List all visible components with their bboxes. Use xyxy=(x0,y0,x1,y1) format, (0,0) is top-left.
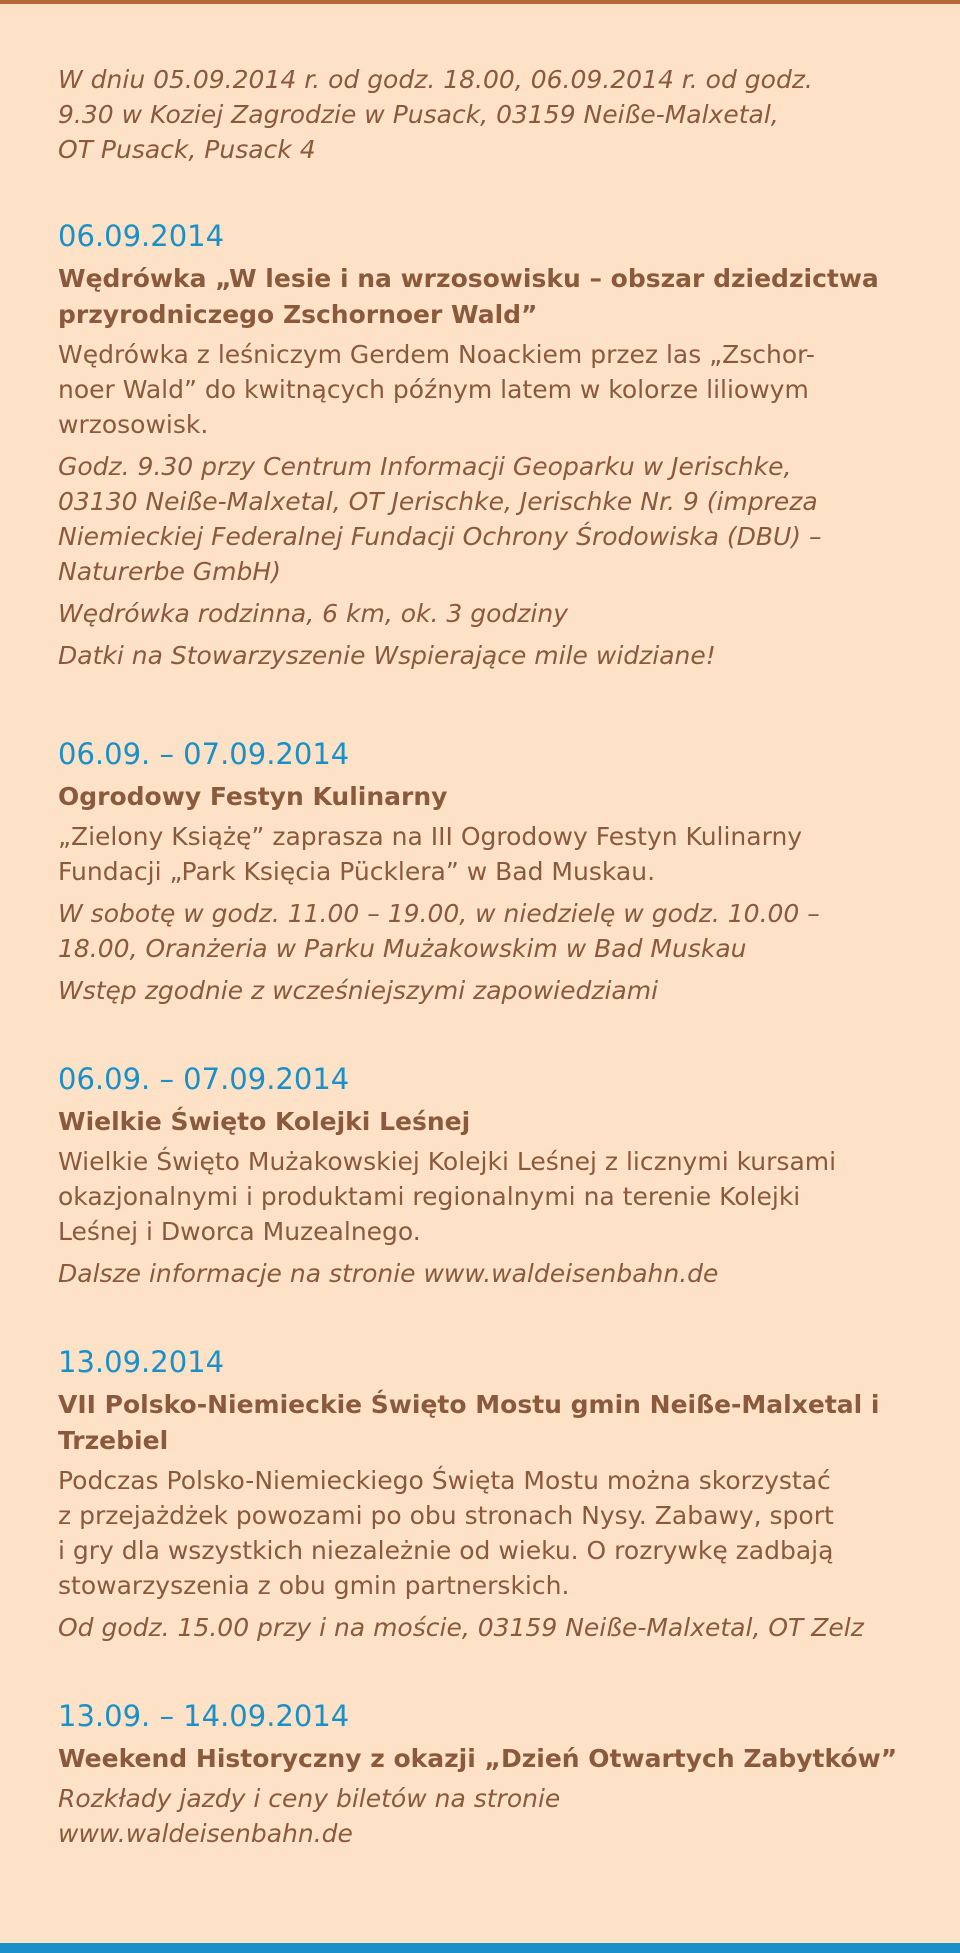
top-rule xyxy=(0,0,960,4)
event-date: 06.09. – 07.09.2014 xyxy=(58,737,350,771)
event-note: Wędrówka rodzinna, 6 km, ok. 3 godziny xyxy=(58,599,568,628)
event-date: 06.09.2014 xyxy=(58,219,225,253)
event-place: W sobotę w godz. 11.00 – 19.00, w niedzielę w godz. 10.00 – 18.00, Oranżeria w Parku Mużakowskim w Bad Muskau xyxy=(58,899,820,963)
intro-text: W dniu 05.09.2014 r. od godz. 18.00, 06.09.2014 r. od godz. 9.30 w Koziej Zagrodzie w Pusack, 03159 Neiße-Malxetal, OT Pusack, Pusack 4 xyxy=(58,65,813,164)
page-content xyxy=(58,62,918,1851)
event-title: Ogrodowy Festyn Kulinarny xyxy=(58,782,448,811)
event-date: 13.09. – 14.09.2014 xyxy=(58,1699,350,1733)
event-note: Wstęp zgodnie z wcześniejszymi zapowiedziami xyxy=(58,976,659,1005)
event-title: Weekend Historyczny z okazji „Dzień Otwartych Zabytków” xyxy=(58,1744,898,1773)
event-date: 13.09.2014 xyxy=(58,1345,225,1379)
event-historic-weekend xyxy=(58,1697,918,1851)
event-title: Wielkie Święto Kolejki Leśnej xyxy=(58,1107,471,1136)
event-description: Wielkie Święto Mużakowskiej Kolejki Leśnej z licznymi kursami okazjonalnymi i produktami regionalnymi na terenie Kolejki Leśnej i Dworca Muzealnego. xyxy=(58,1147,837,1246)
event-place: Rozkłady jazdy i ceny biletów na stronie www.waldeisenbahn.de xyxy=(58,1784,561,1848)
event-forest-railway xyxy=(58,1060,918,1291)
event-culinary-festival xyxy=(58,735,918,1008)
event-title: VII Polsko-Niemieckie Święto Mostu gmin Neiße-Malxetal i Trzebiel xyxy=(58,1390,880,1455)
event-place: Dalsze informacje na stronie www.waldeisenbahn.de xyxy=(58,1259,719,1288)
event-bridge-festival xyxy=(58,1343,918,1645)
event-place: Godz. 9.30 przy Centrum Informacji Geoparku w Jerischke, 03130 Neiße-Malxetal, OT Jerischke, Jerischke Nr. 9 (impreza Niemieckiej Federalnej Fundacji Ochrony Środowiska (DBU) – Naturerbe GmbH) xyxy=(58,452,822,586)
event-description: „Zielony Książę” zaprasza na III Ogrodowy Festyn Kulinarny Fundacji „Park Księcia Pücklera” w Bad Muskau. xyxy=(58,822,803,886)
event-note-donations: Datki na Stowarzyszenie Wspierające mile widziane! xyxy=(58,641,716,670)
event-place: Od godz. 15.00 przy i na moście, 03159 Neiße-Malxetal, OT Zelz xyxy=(58,1613,864,1642)
event-description: Wędrówka z leśniczym Gerdem Noackiem przez las „Zschor- noer Wald” do kwitnących późnym latem w kolorze liliowym wrzosowisk. xyxy=(58,340,815,439)
bottom-bar xyxy=(0,1943,960,1953)
event-description: Podczas Polsko-Niemieckiego Święta Mostu można skorzystać z przejażdżek powozami po obu stronach Nysy. Zabawy, sport i gry dla wszystkich niezależnie od wieku. O rozrywkę zadbają stowarzyszenia z obu gmin partnerskich. xyxy=(58,1466,834,1600)
event-date: 06.09. – 07.09.2014 xyxy=(58,1062,350,1096)
event-title: Wędrówka „W lesie i na wrzosowisku – obszar dziedzictwa przyrodniczego Zschornoer Wald” xyxy=(58,264,879,329)
event-heath-hike xyxy=(58,217,918,673)
